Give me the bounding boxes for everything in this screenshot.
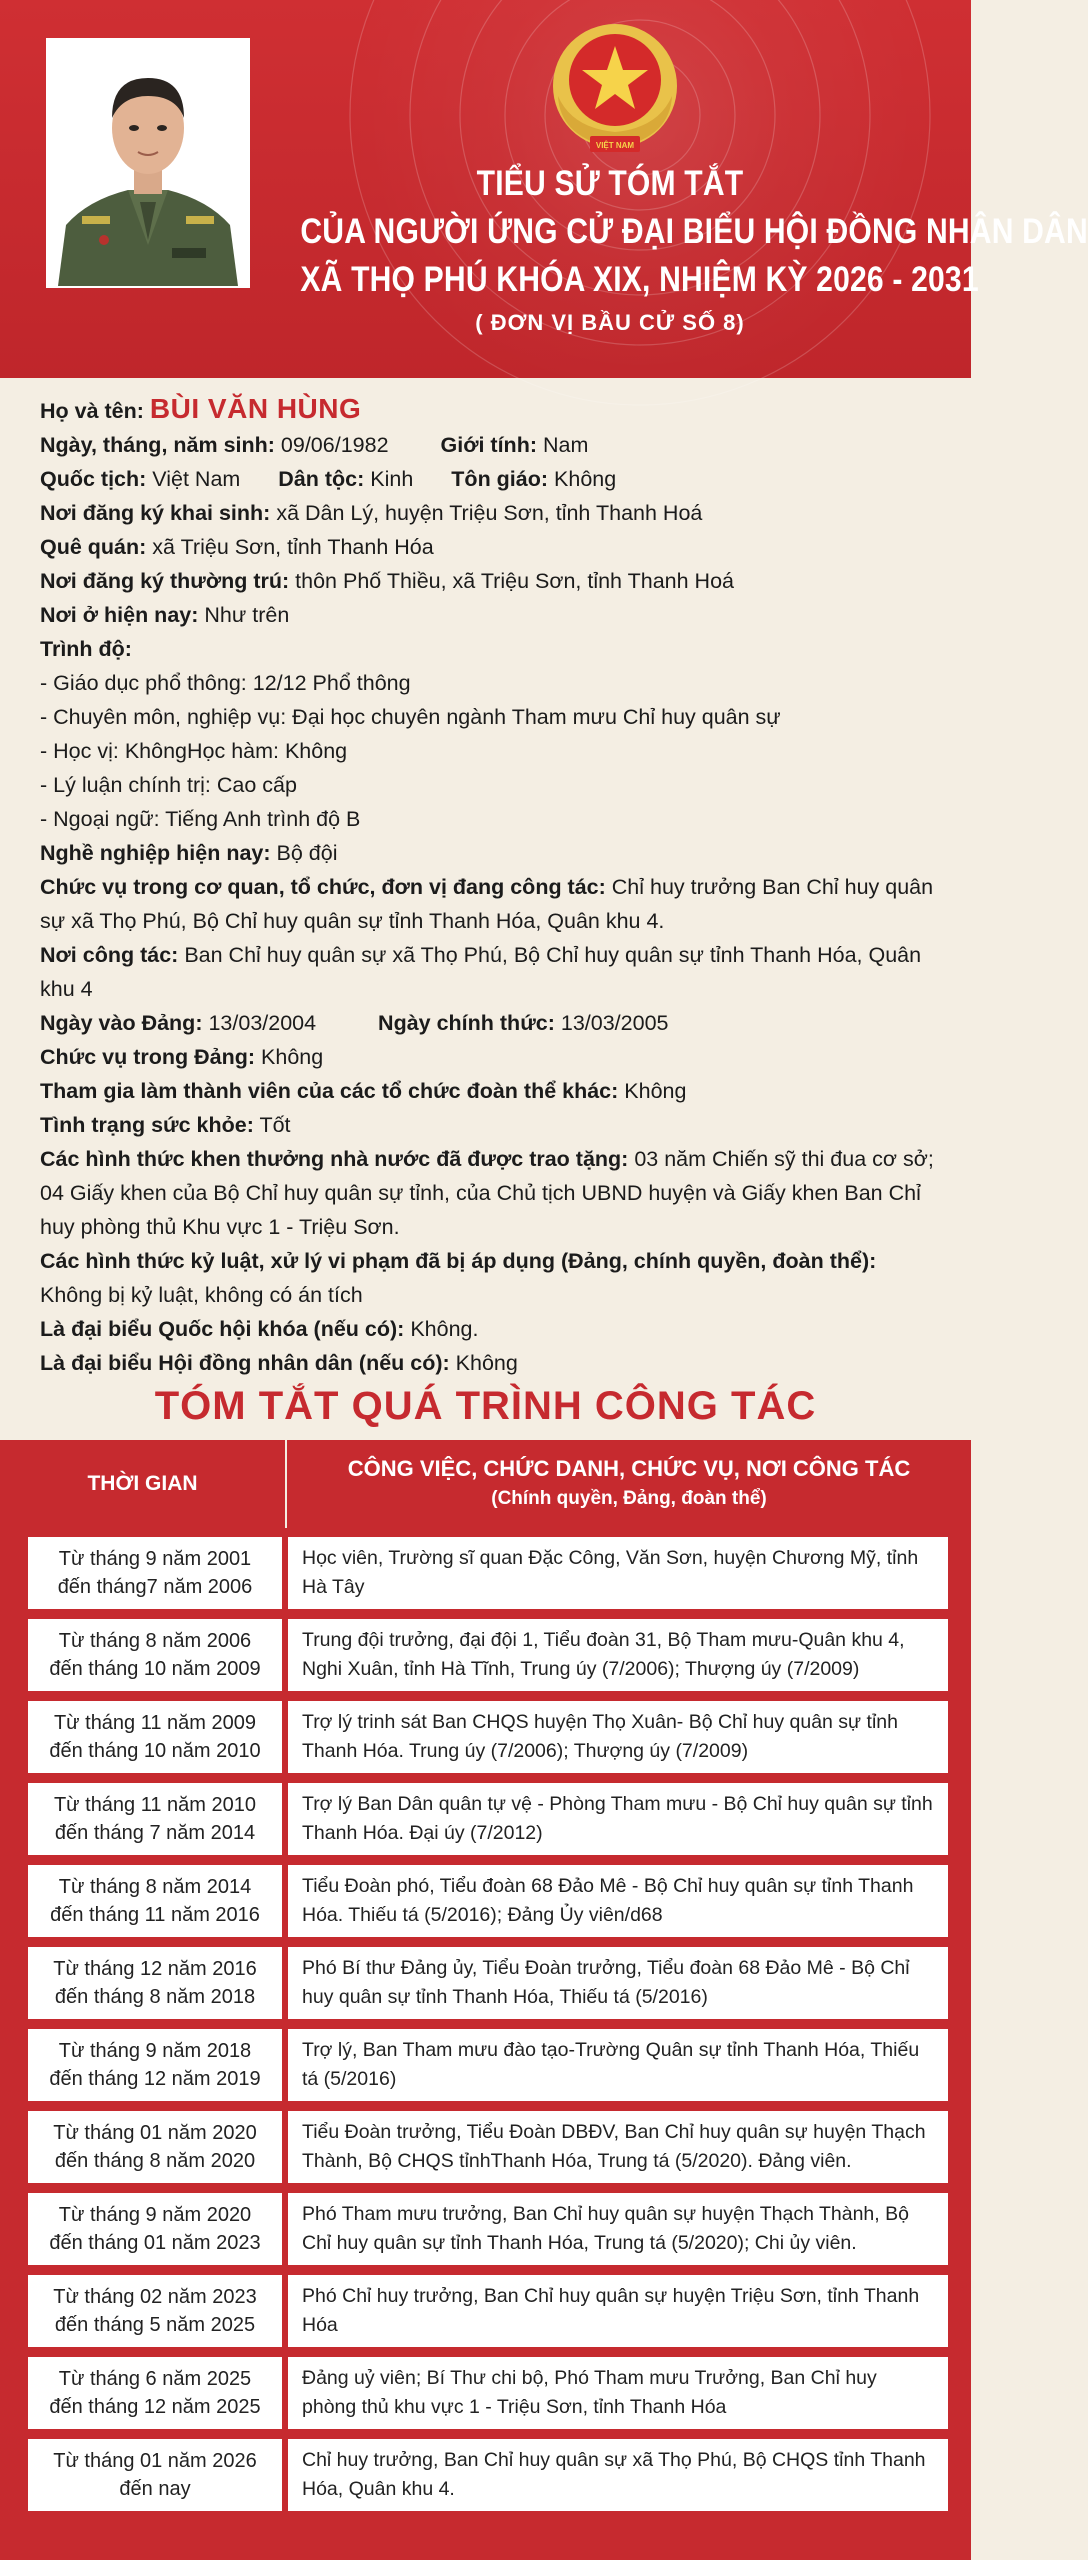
workplace-label: Nơi công tác: — [40, 943, 179, 967]
bio-health-row — [40, 1108, 940, 1142]
current-address-value: Như trên — [204, 603, 290, 627]
row-time-from: Từ tháng 9 năm 2001 — [58, 1548, 252, 1570]
bio-occupation-row — [40, 836, 940, 870]
discipline-value: Không bị kỷ luật, không có án tích — [40, 1283, 363, 1307]
bio-nationality-row — [40, 462, 940, 496]
row-time-cell — [28, 1619, 282, 1691]
bio-current-row — [40, 598, 940, 632]
party-position-label: Chức vụ trong Đảng: — [40, 1045, 256, 1069]
title-line-3: XÃ THỌ PHÚ KHÓA XIX, NHIỆM KỲ 2026 - 2031 — [300, 260, 979, 299]
row-time-from: Từ tháng 8 năm 2014 — [58, 1876, 252, 1898]
education-item: - Học vị: KhôngHọc hàm: Không — [40, 739, 348, 763]
bio-education-row — [40, 632, 940, 666]
row-time-from: Từ tháng 12 năm 2016 — [53, 1958, 257, 1980]
occupation-label: Nghề nghiệp hiện nay: — [40, 841, 271, 865]
ethnicity-label: Dân tộc: — [278, 467, 365, 491]
header-time: THỜI GIAN — [87, 1472, 198, 1495]
birth-reg-label: Nơi đăng ký khai sinh: — [40, 501, 271, 525]
bio-awards-row — [40, 1142, 940, 1244]
row-time-cell — [28, 2439, 282, 2511]
health-label: Tình trạng sức khỏe: — [40, 1113, 254, 1137]
row-work-cell: Phó Chỉ huy trưởng, Ban Chỉ huy quân sự huyện Triệu Sơn, tỉnh Thanh Hóa — [288, 2275, 948, 2347]
row-time-from: Từ tháng 01 năm 2020 — [53, 2122, 257, 2144]
name-label: Họ và tên: — [40, 399, 144, 423]
row-work-cell: Trợ lý Ban Dân quân tự vệ - Phòng Tham mưu - Bộ Chỉ huy quân sự tỉnh Thanh Hóa. Đại úy (7/2012) — [288, 1783, 948, 1855]
row-time-from: Từ tháng 9 năm 2020 — [58, 2204, 252, 2226]
occupation-value: Bộ đội — [276, 841, 338, 865]
bio-national-assembly-row — [40, 1312, 940, 1346]
bio-organization-row — [40, 1074, 940, 1108]
party-official-value: 13/03/2005 — [560, 1011, 669, 1035]
birth-reg-value: xã Dân Lý, huyện Triệu Sơn, tỉnh Thanh Hoá — [276, 501, 703, 525]
row-time-from: Từ tháng 02 năm 2023 — [53, 2286, 257, 2308]
education-item: - Chuyên môn, nghiệp vụ: Đại học chuyên ngành Tham mưu Chỉ huy quân sự — [40, 705, 781, 729]
education-item: - Giáo dục phổ thông: 12/12 Phổ thông — [40, 671, 411, 695]
education-item: - Ngoại ngữ: Tiếng Anh trình độ B — [40, 807, 361, 831]
workplace-value: Ban Chỉ huy quân sự xã Thọ Phú, Bộ Chỉ huy quân sự tỉnh Thanh Hóa, Quân khu 4 — [40, 943, 922, 1001]
title-line-2: CỦA NGƯỜI ỨNG CỬ ĐẠI BIỂU HỘI ĐỒNG NHÂN DÂN — [300, 212, 1088, 251]
row-time-to: đến tháng 10 năm 2009 — [49, 1658, 261, 1680]
bio-workplace-row — [40, 938, 940, 1006]
row-work-cell: Phó Tham mưu trưởng, Ban Chỉ huy quân sự huyện Thạch Thành, Bộ Chỉ huy quân sự tỉnh Thanh Hóa, Trung tá (5/2020); Chi ủy viên. — [288, 2193, 948, 2265]
organization-value: Không — [624, 1079, 687, 1103]
table-row — [0, 2270, 971, 2352]
timeline-section-title: TÓM TẮT QUÁ TRÌNH CÔNG TÁC — [154, 1384, 817, 1428]
row-time-from: Từ tháng 8 năm 2006 — [58, 1630, 252, 1652]
header-banner — [0, 0, 1088, 378]
row-time-to: đến tháng 7 năm 2014 — [54, 1822, 256, 1844]
people-council-value: Không — [455, 1351, 518, 1375]
table-row — [0, 1696, 971, 1778]
row-time-from: Từ tháng 11 năm 2010 — [53, 1794, 257, 1816]
party-official-label: Ngày chính thức: — [378, 1011, 555, 1035]
table-body — [0, 1532, 971, 2516]
nationality-label: Quốc tịch: — [40, 467, 147, 491]
row-time-cell — [28, 1947, 282, 2019]
dob-label: Ngày, tháng, năm sinh: — [40, 433, 275, 457]
row-time-to: đến tháng 12 năm 2025 — [49, 2396, 261, 2418]
bio-name-row — [40, 392, 940, 428]
awards-label: Các hình thức khen thưởng nhà nước đã được trao tặng: — [40, 1147, 629, 1171]
national-assembly-value: Không. — [410, 1317, 479, 1341]
residence-label: Nơi đăng ký thường trú: — [40, 569, 290, 593]
constituency-label: ( ĐƠN VỊ BẦU CỬ SỐ 8) — [475, 310, 745, 335]
row-time-cell — [28, 1537, 282, 1609]
organization-label: Tham gia làm thành viên của các tổ chức đoàn thể khác: — [40, 1079, 619, 1103]
bio-hometown-row — [40, 530, 940, 564]
bio-party-row — [40, 1006, 940, 1040]
religion-label: Tôn giáo: — [451, 467, 549, 491]
table-row — [0, 2024, 971, 2106]
row-work-cell: Phó Bí thư Đảng ủy, Tiểu Đoàn trưởng, Tiểu đoàn 68 Đảo Mê - Bộ Chỉ huy quân sự tỉnh Thanh Hóa, Thiếu tá (5/2016) — [288, 1947, 948, 2019]
table-row — [0, 2352, 971, 2434]
hometown-label: Quê quán: — [40, 535, 147, 559]
row-time-from: Từ tháng 6 năm 2025 — [58, 2368, 252, 2390]
table-row — [0, 2434, 971, 2516]
candidate-photo — [46, 38, 250, 288]
table-header — [0, 1440, 971, 1528]
education-label: Trình độ: — [40, 637, 132, 661]
emblem-ribbon-text: VIỆT NAM — [595, 141, 635, 150]
bio-section — [40, 392, 940, 1380]
table-row — [0, 1614, 971, 1696]
party-join-label: Ngày vào Đảng: — [40, 1011, 203, 1035]
bio-dob-row — [40, 428, 940, 462]
row-time-cell — [28, 1783, 282, 1855]
row-time-from: Từ tháng 11 năm 2009 — [53, 1712, 257, 1734]
candidate-name: BÙI VĂN HÙNG — [149, 393, 362, 424]
header-work-subtitle: (Chính quyền, Đảng, đoàn thể) — [491, 1488, 767, 1509]
position-value: Chỉ huy trưởng Ban Chỉ huy quân sự xã Thọ Phú, Bộ Chỉ huy quân sự tỉnh Thanh Hóa, Quân khu 4. — [40, 875, 934, 933]
nationality-value: Việt Nam — [152, 467, 241, 491]
row-time-to: đến nay — [119, 2478, 191, 2500]
row-work-cell: Trợ lý trinh sát Ban CHQS huyện Thọ Xuân- Bộ Chỉ huy quân sự tỉnh Thanh Hóa. Trung úy (7/2006); Thượng úy (7/2009) — [288, 1701, 948, 1773]
dob-value: 09/06/1982 — [280, 433, 389, 457]
gender-value: Nam — [542, 433, 589, 457]
national-assembly-label: Là đại biểu Quốc hội khóa (nếu có): — [40, 1317, 405, 1341]
row-work-cell: Đảng uỷ viên; Bí Thư chi bộ, Phó Tham mưu Trưởng, Ban Chỉ huy phòng thủ khu vực 1 - Triệu Sơn, tỉnh Thanh Hóa — [288, 2357, 948, 2429]
gender-label: Giới tính: — [440, 433, 537, 457]
bio-birth-reg-row — [40, 496, 940, 530]
people-council-label: Là đại biểu Hội đồng nhân dân (nếu có): — [40, 1351, 450, 1375]
row-time-to: đến tháng 11 năm 2016 — [50, 1904, 260, 1926]
header-work-title: CÔNG VIỆC, CHỨC DANH, CHỨC VỤ, NƠI CÔNG TÁC — [347, 1456, 911, 1481]
row-time-to: đến tháng 10 năm 2010 — [49, 1740, 261, 1762]
row-time-from: Từ tháng 9 năm 2018 — [58, 2040, 252, 2062]
hometown-value: xã Triệu Sơn, tỉnh Thanh Hóa — [152, 535, 434, 559]
row-time-cell — [28, 2029, 282, 2101]
row-work-cell: Tiểu Đoàn phó, Tiểu đoàn 68 Đảo Mê - Bộ Chỉ huy quân sự tỉnh Thanh Hóa. Thiếu tá (5/2016); Đảng Ủy viên/d68 — [288, 1865, 948, 1937]
party-position-value: Không — [261, 1045, 324, 1069]
row-time-to: đến tháng 5 năm 2025 — [54, 2314, 256, 2336]
row-work-cell: Học viên, Trường sĩ quan Đặc Công, Văn Sơn, huyện Chương Mỹ, tỉnh Hà Tây — [288, 1537, 948, 1609]
row-time-cell — [28, 1701, 282, 1773]
residence-value: thôn Phố Thiều, xã Triệu Sơn, tỉnh Thanh Hoá — [295, 569, 734, 593]
row-work-cell: Trung đội trưởng, đại đội 1, Tiểu đoàn 31, Bộ Tham mưu-Quân khu 4, Nghi Xuân, tỉnh Hà Tĩnh, Trung úy (7/2006); Thượng úy (7/2009) — [288, 1619, 948, 1691]
bio-people-council-row — [40, 1346, 940, 1380]
row-time-cell — [28, 2275, 282, 2347]
title-line-1: TIỂU SỬ TÓM TẮT — [476, 164, 744, 203]
row-time-cell — [28, 2193, 282, 2265]
party-join-value: 13/03/2004 — [208, 1011, 317, 1035]
row-time-to: đến tháng 8 năm 2020 — [54, 2150, 256, 2172]
row-time-from: Từ tháng 01 năm 2026 — [53, 2450, 257, 2472]
education-item: - Lý luận chính trị: Cao cấp — [40, 773, 297, 797]
position-label: Chức vụ trong cơ quan, tổ chức, đơn vị đang công tác: — [40, 875, 606, 899]
table-row — [0, 2188, 971, 2270]
row-time-cell — [28, 1865, 282, 1937]
row-time-cell — [28, 2111, 282, 2183]
row-work-cell: Chỉ huy trưởng, Ban Chỉ huy quân sự xã Thọ Phú, Bộ CHQS tỉnh Thanh Hóa, Quân khu 4. — [288, 2439, 948, 2511]
health-value: Tốt — [259, 1113, 291, 1137]
row-time-to: đến tháng 12 năm 2019 — [49, 2068, 261, 2090]
row-time-to: đến tháng 01 năm 2023 — [49, 2232, 261, 2254]
bio-residence-row — [40, 564, 940, 598]
row-time-to: đến tháng 8 năm 2018 — [54, 1986, 256, 2008]
bio-position-row — [40, 870, 940, 938]
work-history-table — [0, 1440, 971, 2560]
bio-discipline-row — [40, 1244, 940, 1312]
current-address-label: Nơi ở hiện nay: — [40, 603, 199, 627]
national-emblem — [540, 18, 690, 164]
row-work-cell: Tiểu Đoàn trưởng, Tiểu Đoàn DBĐV, Ban Chỉ huy quân sự huyện Thạch Thành, Bộ CHQS tỉnhThanh Hóa, Trung tá (5/2020). Đảng viên. — [288, 2111, 948, 2183]
ethnicity-value: Kinh — [370, 467, 414, 491]
table-row — [0, 2106, 971, 2188]
discipline-label: Các hình thức kỷ luật, xử lý vi phạm đã bị áp dụng (Đảng, chính quyền, đoàn thể): — [40, 1249, 877, 1273]
table-row — [0, 1860, 971, 1942]
table-row — [0, 1532, 971, 1614]
table-row — [0, 1778, 971, 1860]
table-row — [0, 1942, 971, 2024]
row-time-cell — [28, 2357, 282, 2429]
row-work-cell: Trợ lý, Ban Tham mưu đào tạo-Trường Quân sự tỉnh Thanh Hóa, Thiếu tá (5/2016) — [288, 2029, 948, 2101]
religion-value: Không — [554, 467, 617, 491]
header-work — [287, 1440, 971, 1528]
awards-value: 03 năm Chiến sỹ thi đua cơ sở; 04 Giấy khen của Bộ Chỉ huy quân sự tỉnh, của Chủ tịch UBND huyện và Giấy khen Ban Chỉ huy phòng thủ Khu vực 1 - Triệu Sơn. — [40, 1147, 934, 1239]
row-time-to: đến tháng7 năm 2006 — [57, 1576, 253, 1598]
bio-party-position-row — [40, 1040, 940, 1074]
title-block — [250, 160, 1088, 336]
